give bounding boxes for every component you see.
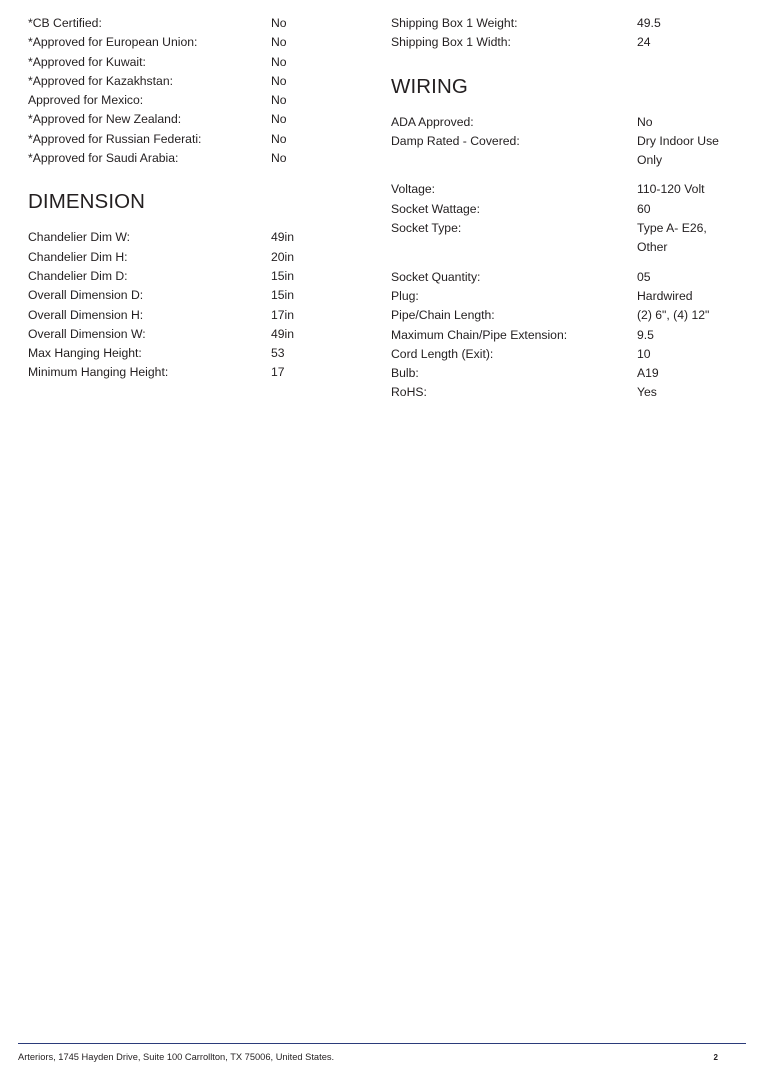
spec-label: Max Hanging Height: — [28, 346, 142, 361]
spec-label: *Approved for Russian Federati: — [28, 131, 202, 146]
spec-label: Bulb: — [391, 366, 419, 381]
shipping-list — [391, 14, 731, 53]
spec-label: Pipe/Chain Length: — [391, 308, 495, 323]
spec-label: Chandelier Dim W: — [28, 230, 131, 245]
spec-label: Socket Quantity: — [391, 269, 481, 284]
spec-row — [28, 33, 358, 52]
spec-row — [28, 130, 358, 149]
spec-row — [391, 326, 731, 345]
spec-label: Plug: — [391, 288, 419, 303]
spec-label: Shipping Box 1 Width: — [391, 35, 511, 50]
section-heading-wiring: WIRING — [391, 74, 468, 98]
spec-value: 53 — [271, 346, 285, 361]
spec-row — [28, 228, 358, 247]
spec-row — [391, 219, 731, 258]
spec-value: 05 — [637, 269, 651, 284]
spec-label: *Approved for Saudi Arabia: — [28, 151, 179, 166]
spec-value: No — [271, 131, 287, 146]
spec-row — [391, 287, 731, 306]
spec-label: Overall Dimension H: — [28, 307, 144, 322]
spec-row — [391, 345, 731, 364]
spec-row — [391, 200, 731, 219]
spec-value: (2) 6", (4) 12" — [637, 308, 710, 323]
spec-label: Cord Length (Exit): — [391, 346, 494, 361]
spec-value: 110-120 Volt — [637, 182, 705, 197]
spec-label: Chandelier Dim D: — [28, 268, 128, 283]
spec-value: A19 — [637, 366, 659, 381]
spec-row — [28, 248, 358, 267]
spec-label: Shipping Box 1 Weight: — [391, 16, 518, 30]
spec-label: ADA Approved: — [391, 114, 474, 129]
certifications-list — [28, 14, 358, 168]
spec-value: 60 — [637, 201, 651, 216]
spec-value: No — [271, 93, 287, 108]
spec-label: RoHS: — [391, 385, 427, 400]
spec-value: No — [637, 114, 653, 129]
spec-row — [28, 344, 358, 363]
spec-row — [391, 33, 731, 52]
spec-row — [28, 14, 358, 33]
spec-row — [391, 364, 731, 383]
spec-label: Damp Rated - Covered: — [391, 133, 520, 148]
wiring-list-group-2 — [391, 180, 731, 257]
spec-value: 10 — [637, 346, 651, 361]
spacer — [391, 258, 731, 268]
footer-divider — [18, 1043, 746, 1044]
spec-value: 20in — [271, 249, 295, 264]
footer-page-number: 2 — [713, 1053, 718, 1062]
spec-value: 49in — [271, 230, 295, 245]
spec-value: No — [271, 54, 287, 69]
spec-row — [391, 132, 731, 171]
spec-label: Socket Type: — [391, 221, 462, 236]
spec-label: *Approved for Kazakhstan: — [28, 73, 173, 88]
wiring-list-group-1 — [391, 113, 731, 171]
spec-value: Hardwired — [637, 288, 693, 303]
spec-value: Yes — [637, 385, 657, 400]
spec-label: Socket Wattage: — [391, 201, 480, 216]
spec-row — [391, 180, 731, 199]
spec-label: Approved for Mexico: — [28, 93, 144, 108]
left-column — [28, 14, 358, 383]
spec-value: Dry Indoor Use Only — [637, 133, 719, 168]
page-footer — [18, 1043, 746, 1062]
section-heading-dimension: DIMENSION — [28, 190, 146, 214]
spec-label: Chandelier Dim H: — [28, 249, 128, 264]
spec-value: 24 — [637, 35, 651, 50]
spec-label: *CB Certified: — [28, 16, 102, 30]
spec-row — [28, 267, 358, 286]
right-column — [391, 14, 731, 403]
spec-row — [28, 53, 358, 72]
spec-label: Overall Dimension D: — [28, 288, 144, 303]
spec-row — [391, 383, 731, 402]
spec-value: No — [271, 73, 287, 88]
spec-label: Maximum Chain/Pipe Extension: — [391, 327, 568, 342]
spec-label: Minimum Hanging Height: — [28, 365, 169, 380]
spec-row — [391, 14, 731, 33]
spec-row — [28, 363, 358, 382]
spec-value: No — [271, 112, 287, 127]
spacer — [391, 170, 731, 180]
spec-label: *Approved for European Union: — [28, 35, 198, 50]
spec-row — [28, 325, 358, 344]
spec-row — [391, 268, 731, 287]
spec-row — [28, 72, 358, 91]
spec-value: 15in — [271, 268, 295, 283]
spec-row — [28, 306, 358, 325]
spec-label: Overall Dimension W: — [28, 326, 146, 341]
spec-value: No — [271, 35, 287, 50]
spec-row — [28, 286, 358, 305]
spec-value: 17in — [271, 307, 295, 322]
spec-label: Voltage: — [391, 182, 436, 197]
dimension-list — [28, 228, 358, 382]
footer-company-address: Arteriors, 1745 Hayden Drive, Suite 100 Carrollton, TX 75006, United States. — [18, 1052, 335, 1062]
spec-value: 17 — [271, 365, 285, 380]
spec-label: *Approved for Kuwait: — [28, 54, 146, 69]
spec-value: Type A- E26, Other — [637, 221, 707, 255]
spec-value: 49in — [271, 326, 295, 341]
spec-value: 9.5 — [637, 327, 654, 342]
spec-row — [28, 91, 358, 110]
spec-row — [391, 113, 731, 132]
wiring-list-group-3 — [391, 268, 731, 403]
spec-row — [28, 149, 358, 168]
spec-label: *Approved for New Zealand: — [28, 112, 182, 127]
spec-row — [391, 306, 731, 325]
spec-row — [28, 110, 358, 129]
spec-value: No — [271, 16, 287, 30]
spec-value: No — [271, 151, 287, 166]
spec-value: 15in — [271, 288, 295, 303]
spec-value: 49.5 — [637, 16, 661, 30]
